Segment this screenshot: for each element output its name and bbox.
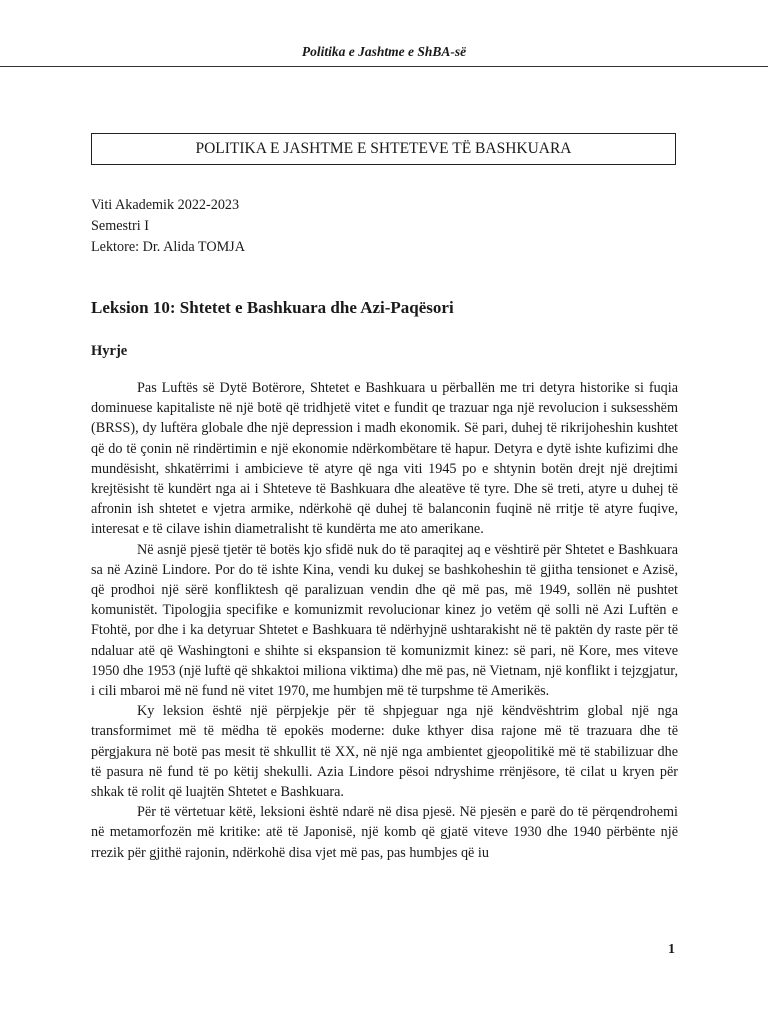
paragraph: Në asnjë pjesë tjetër të botës kjo sfidë nuk do të paraqitej aq e vështirë për Shtetet e Bashkuara sa në Azinë Lindore. Por do të ishte Kina, vendi ku dukej se bashkoheshin të gjitha tensionet e Azisë, që prodhoi një sërë konfliktesh që paralizuan vendin dhe që më pas, më 1949, sollën në pushtet komunistët. Tipologjia specifike e komunizmit revolucionar kinez jo vetëm që solli në Azi Luftën e Ftohtë, por dhe i ka detyruar Shtetet e Bashkuara të ndërhyjnë ushtarakisht në të paktën dy raste për të ndaluar atë që Washingtoni e shihte si ekspansion të komunizmit kinez: së pari, në Kore, mes viteve 1950 dhe 1953 (një luftë që shkaktoi miliona viktima) dhe më pas, në Vietnam, një konflikt i tejzgjatur, i cili mbaroi më në fund në vitet 1970, me humbjen më të turpshme të Amerikës. bbox=[91, 541, 678, 700]
semester: Semestri I bbox=[91, 218, 149, 234]
paragraph: Ky leksion është një përpjekje për të shpjeguar nga një këndvështrim global një nga transformimet më të mëdha të epokës moderne: duke kthyer disa rajone më të trazuara dhe të përgjakura në botë pas mesit të shkullit të XX, në një nga ambientet gjeopolitikë më të stabilizuar dhe të pasura në fund të po këtij shekulli. Azia Lindore pësoi ndryshime rrënjësore, të cilat u kryen për shkak të rolit që luajtën Shtetet e Bashkuara. bbox=[91, 703, 678, 801]
course-meta bbox=[91, 195, 245, 258]
academic-year: Viti Akademik 2022-2023 bbox=[91, 197, 240, 213]
body-text bbox=[91, 378, 678, 863]
running-header: Politika e Jashtme e ShBA-së bbox=[301, 44, 467, 59]
paragraph: Për të vërtetuar këtë, leksioni është ndarë në disa pjesë. Në pjesën e parë do të përqendrohemi në metamorfozën më kritike: atë të Japonisë, një komb që gjatë viteve 1930 dhe 1940 përbënte një rrezik për gjithë rajonin, ndërkohë disa vjet më pas, pas humbjes që iu bbox=[91, 804, 678, 861]
document-title-box bbox=[91, 133, 676, 165]
lesson-title: Leksion 10: Shtetet e Bashkuara dhe Azi-Paqësori bbox=[91, 298, 454, 317]
section-heading: Hyrje bbox=[91, 343, 128, 359]
header-divider bbox=[0, 66, 768, 67]
paragraph: Pas Luftës së Dytë Botërore, Shtetet e Bashkuara u përballën me tri detyra historike si fuqia dominuese kapitaliste në një botë që tridhjetë vitet e fundit qe trazuar nga një revolucion i suksesshëm (BRSS), dy luftëra globale dhe një depression i madh ekonomik. Së pari, duhej të rikrijoheshin kushtet që do të çonin në rindërtimin e një ekonomie ndërkombëtare të hapur. Detyra e dytë ishte kufizimi dhe mundësisht, shkatërrimi i ambicieve të atyre që nga viti 1945 po e shtynin botën drejt një drejtimi krejtësisht të kundërt nga ai i Shteteve të Bashkuara dhe aleatëve të tyre. Dhe së treti, atyre u duhej të afronin ish shtetet e vjetra armike, ndërkohë që duhej të balanconin fuqinë në rritje të atyre fuqive, interesat e të cilave ishin diametralisht të kundërta me ato amerikane. bbox=[91, 380, 678, 538]
page-number: 1 bbox=[668, 942, 675, 957]
lecturer: Lektore: Dr. Alida TOMJA bbox=[91, 239, 245, 255]
document-title: POLITIKA E JASHTME E SHTETEVE TË BASHKUARA bbox=[195, 140, 572, 157]
